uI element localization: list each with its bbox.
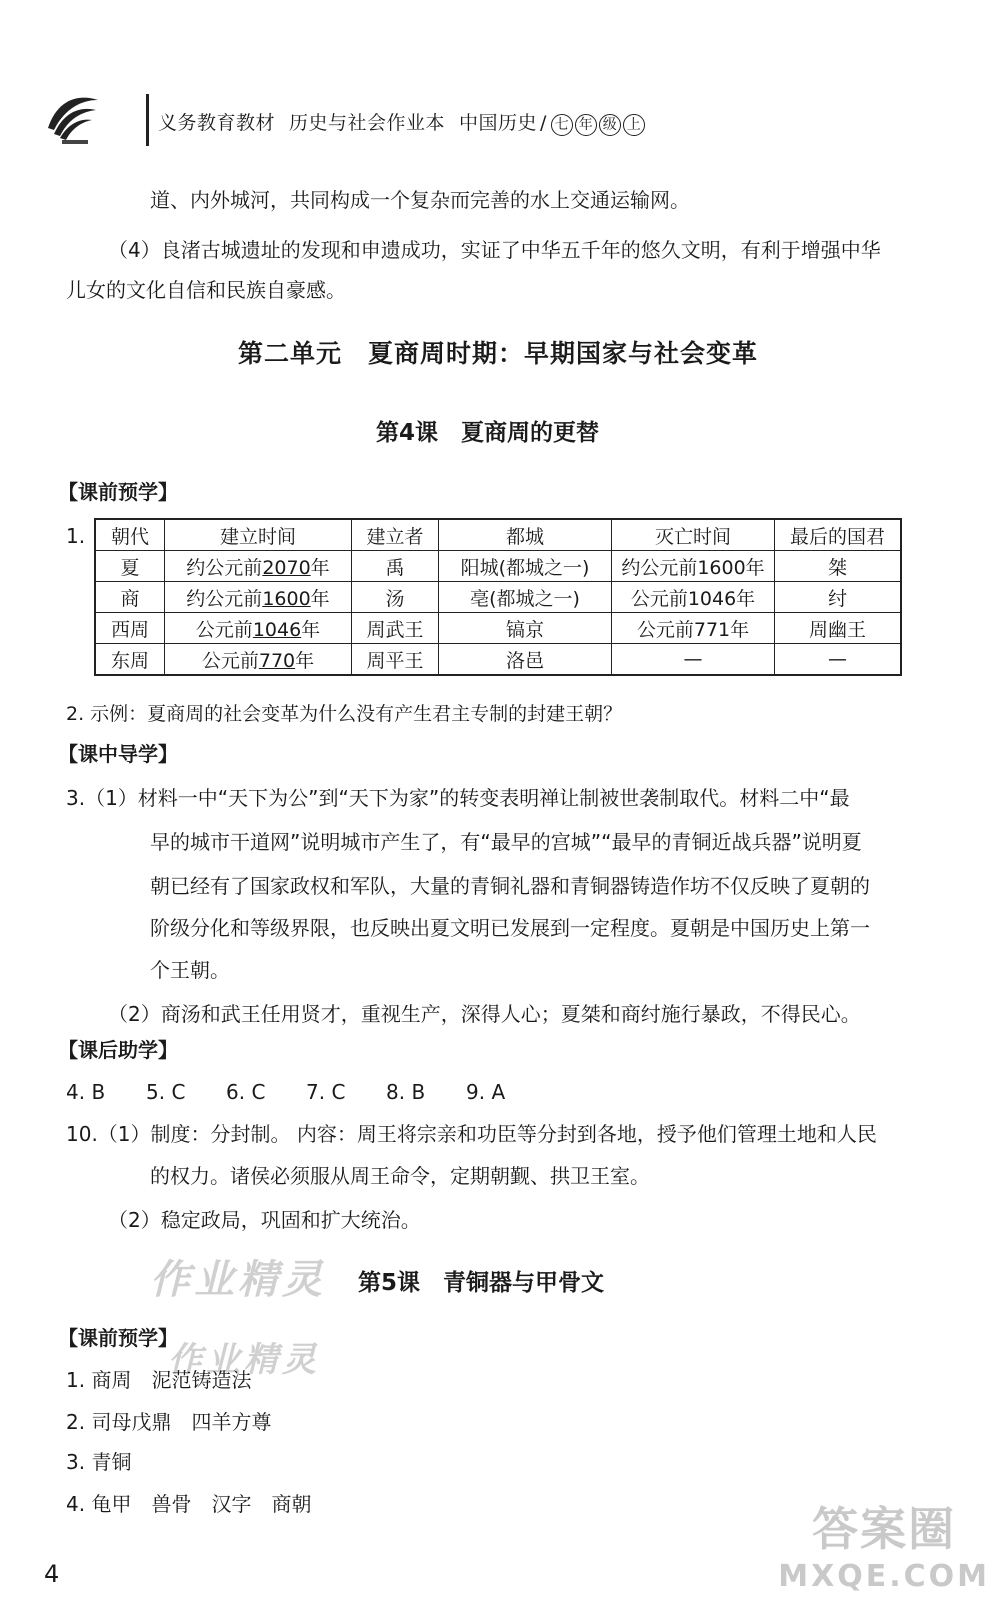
cell-founder: 禹 — [352, 551, 439, 582]
grade-char-4: 上 — [623, 114, 645, 136]
cell-dynasty: 夏 — [95, 551, 165, 582]
grade-char-3: 级 — [599, 114, 621, 136]
answer-8: 8. B — [386, 1080, 426, 1104]
col-header-last-ruler: 最后的国君 — [775, 519, 902, 551]
q3-line-1: 3.（1）材料一中“天下为公”到“天下为家”的转变表明禅让制被世袭制取代。材料二中“最 — [66, 786, 850, 810]
intro-line-1: 道、内外城河，共同构成一个复杂而完善的水上交通运输网。 — [150, 188, 690, 212]
table-row — [95, 551, 901, 582]
cell-dynasty: 东周 — [95, 644, 165, 676]
col-header-established: 建立时间 — [165, 519, 352, 551]
cell-established — [165, 551, 352, 582]
corner-watermark — [778, 1493, 990, 1594]
col-header-dynasty: 朝代 — [95, 519, 165, 551]
grade-char-1: 七 — [551, 114, 573, 136]
est-prefix: 约公元前 — [186, 587, 263, 610]
cell-capital: 洛邑 — [439, 644, 612, 676]
corner-watermark-url: MXQE.COM — [778, 1559, 990, 1594]
watermark-stamp: 作业精灵 — [150, 1257, 326, 1303]
corner-watermark-logo: 答案圈 — [812, 1502, 957, 1556]
q1-number: 1. — [66, 524, 86, 548]
mc-answers — [66, 1078, 546, 1106]
q2-text: 2. 示例：夏商周的社会变革为什么没有产生君主专制的封建王朝？ — [66, 703, 623, 725]
cell-end: 公元前1046年 — [612, 582, 775, 613]
est-year-answer: 1600 — [262, 587, 311, 610]
cell-end: 公元前771年 — [612, 613, 775, 644]
table-header-row — [95, 519, 901, 551]
cell-capital: 阳城(都城之一) — [439, 551, 612, 582]
l5-item-4: 4. 龟甲 兽骨 汉字 商朝 — [66, 1492, 312, 1516]
cell-last-ruler: 周幽王 — [775, 613, 902, 644]
col-header-capital: 都城 — [439, 519, 612, 551]
cell-established — [165, 582, 352, 613]
answer-9: 9. A — [466, 1080, 506, 1104]
lesson4-post-section: 【课后助学】 — [58, 1038, 178, 1062]
q3-line-3: 朝已经有了国家政权和军队，大量的青铜礼器和青铜器铸造作坊不仅反映了夏朝的 — [150, 874, 870, 898]
est-suffix: 年 — [310, 587, 330, 610]
cell-last-ruler: — — [775, 644, 902, 676]
est-year-answer: 2070 — [262, 556, 311, 579]
lesson4-pre-section: 【课前预学】 — [58, 480, 178, 504]
cell-founder: 周平王 — [352, 644, 439, 676]
est-year-answer: 770 — [258, 649, 296, 672]
publisher-logo-icon — [40, 88, 102, 150]
cell-dynasty: 西周 — [95, 613, 165, 644]
cell-capital: 镐京 — [439, 613, 612, 644]
header-book: 历史与社会作业本 — [289, 112, 446, 134]
lesson5-title: 第5课 青铜器与甲骨文 — [358, 1270, 605, 1296]
header-series: 义务教育教材 — [158, 112, 276, 134]
intro-line-2: （4）良渚古城遗址的发现和申遗成功，实证了中华五千年的悠久文明，有利于增强中华 — [108, 238, 881, 262]
est-suffix: 年 — [310, 556, 330, 579]
unit-title: 第二单元 夏商周时期：早期国家与社会变革 — [237, 339, 758, 368]
page-number: 4 — [44, 1560, 60, 1588]
table-row — [95, 644, 901, 676]
intro-line-3: 儿女的文化自信和民族自豪感。 — [66, 278, 346, 302]
est-prefix: 公元前 — [195, 618, 253, 641]
answer-5: 5. C — [146, 1080, 186, 1104]
l5-item-1: 1. 商周 泥范铸造法 — [66, 1368, 252, 1392]
lesson5-pre-section: 【课前预学】 — [58, 1326, 178, 1350]
q10-line-1: 10.（1）制度：分封制。 内容：周王将宗亲和功臣等分封到各地，授予他们管理土地和人民 — [66, 1122, 877, 1146]
est-prefix: 约公元前 — [186, 556, 263, 579]
q3-line-6: （2）商汤和武王任用贤才，重视生产，深得人心；夏桀和商纣施行暴政，不得民心。 — [108, 1002, 861, 1026]
q3-line-5: 个王朝。 — [150, 958, 230, 982]
cell-founder: 汤 — [352, 582, 439, 613]
header-subject: 中国历史 — [459, 112, 538, 134]
cell-dynasty: 商 — [95, 582, 165, 613]
answer-4: 4. B — [66, 1080, 106, 1104]
page-header — [40, 88, 660, 150]
l5-item-3: 3. 青铜 — [66, 1450, 132, 1474]
watermark-stamp: 作业精灵 — [168, 1340, 320, 1380]
table-row — [95, 613, 901, 644]
cell-established — [165, 644, 352, 676]
answer-7: 7. C — [306, 1080, 346, 1104]
est-year-answer: 1046 — [252, 618, 302, 641]
cell-founder: 周武王 — [352, 613, 439, 644]
header-separator: / — [540, 112, 547, 134]
answer-6: 6. C — [226, 1080, 266, 1104]
q10-line-2: 的权力。诸侯必须服从周王命令，定期朝觐、拱卫王室。 — [150, 1164, 650, 1188]
est-prefix: 公元前 — [201, 649, 259, 672]
cell-last-ruler: 桀 — [775, 551, 902, 582]
cell-established — [165, 613, 352, 644]
q10-line-3: （2）稳定政局，巩固和扩大统治。 — [108, 1208, 421, 1232]
header-title — [158, 108, 646, 136]
cell-end: — — [612, 644, 775, 676]
grade-char-2: 年 — [575, 114, 597, 136]
lesson4-title: 第4课 夏商周的更替 — [376, 420, 600, 446]
header-divider — [146, 94, 149, 146]
cell-capital: 亳(都城之一) — [439, 582, 612, 613]
cell-last-ruler: 纣 — [775, 582, 902, 613]
q3-line-2: 早的城市干道网”说明城市产生了，有“最早的宫城”“最早的青铜近战兵器”说明夏 — [150, 830, 862, 854]
cell-end: 约公元前1600年 — [612, 551, 775, 582]
est-suffix: 年 — [301, 618, 321, 641]
table-row — [95, 582, 901, 613]
col-header-founder: 建立者 — [352, 519, 439, 551]
dynasty-table — [94, 518, 902, 676]
q3-line-4: 阶级分化和等级界限，也反映出夏文明已发展到一定程度。夏朝是中国历史上第一 — [150, 916, 870, 940]
l5-item-2: 2. 司母戊鼎 四羊方尊 — [66, 1410, 272, 1434]
est-suffix: 年 — [295, 649, 315, 672]
col-header-end: 灭亡时间 — [612, 519, 775, 551]
lesson4-mid-section: 【课中导学】 — [58, 742, 178, 766]
